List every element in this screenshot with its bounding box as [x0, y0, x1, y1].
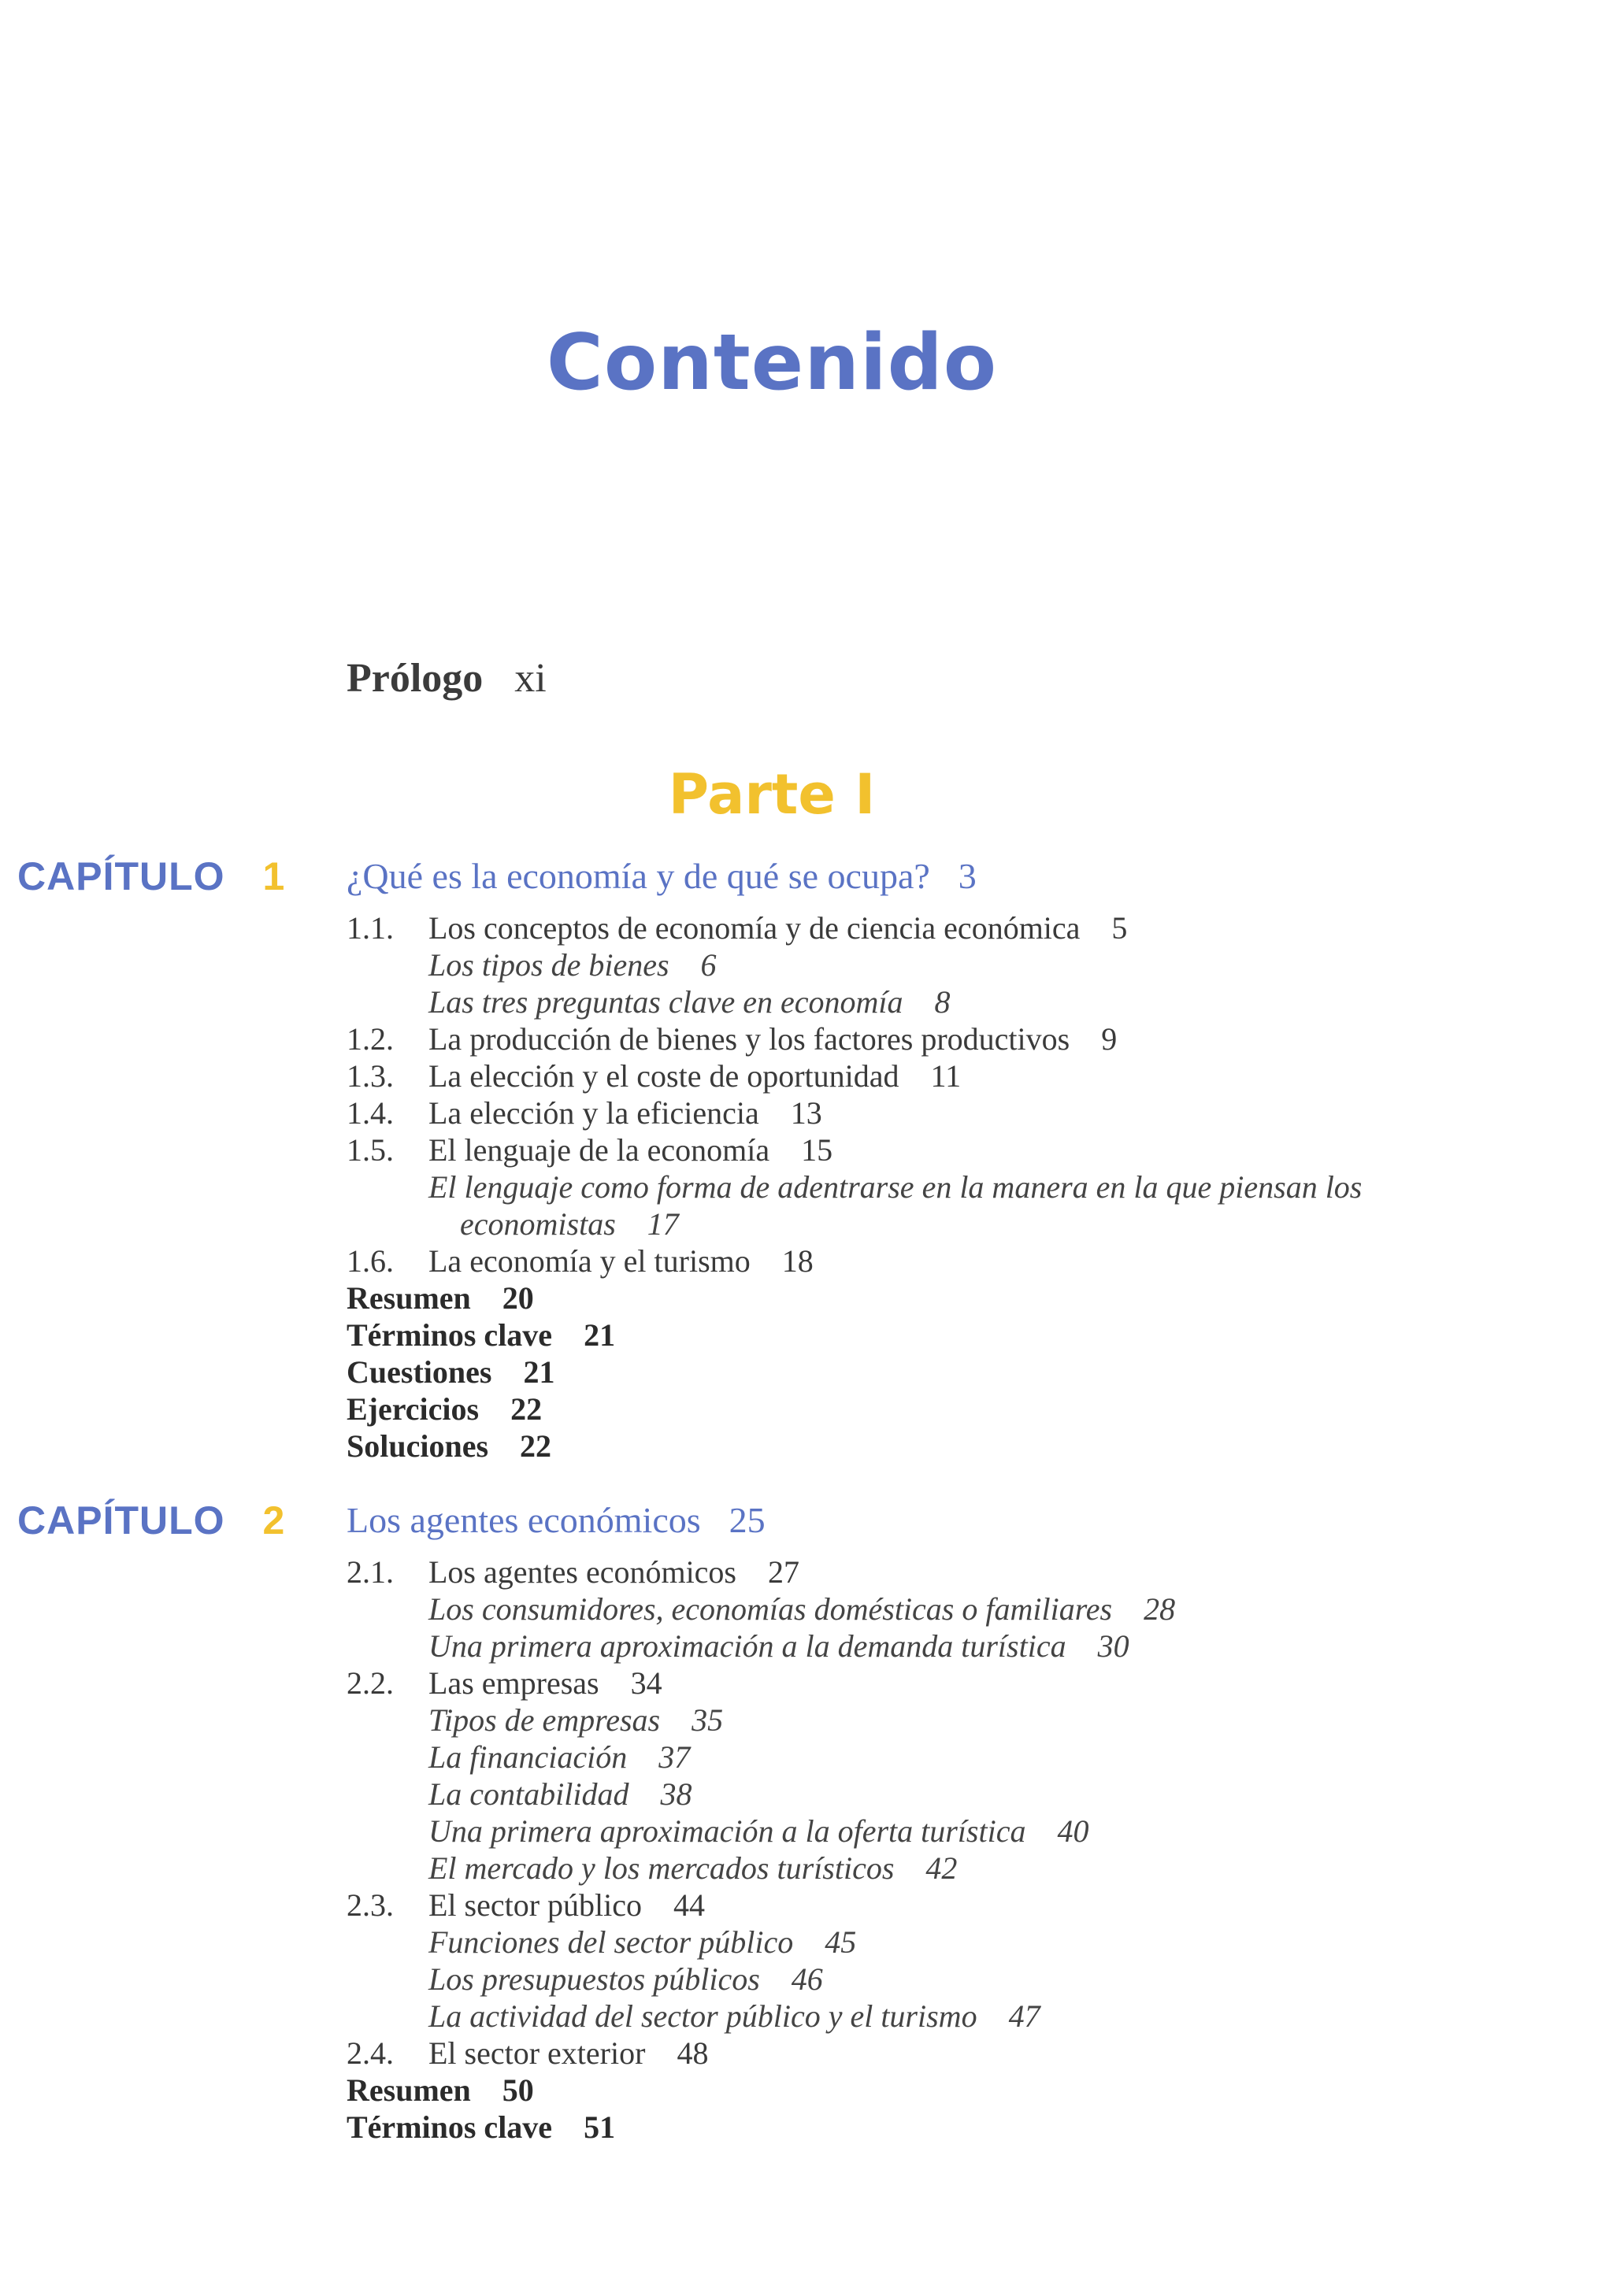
prologo-page: xi [514, 656, 547, 701]
toc-entry[interactable]: 2.1. Los agentes económicos 27 [347, 1554, 799, 1590]
toc-subentry[interactable]: La contabilidad 38 [428, 1776, 692, 1812]
toc-subentry[interactable]: El mercado y los mercados turísticos 42 [428, 1850, 958, 1886]
chapter-1-title[interactable]: ¿Qué es la economía y de qué se ocupa? 3 [347, 856, 977, 896]
page-title: Contenido [546, 318, 998, 408]
chapter-2-toc [347, 1554, 1512, 2146]
toc-entry-cuestiones[interactable]: Cuestiones 21 [347, 1354, 555, 1390]
toc-subentry[interactable]: Las tres preguntas clave en economía 8 [428, 984, 951, 1020]
chapter-2-title[interactable]: Los agentes económicos 25 [347, 1500, 766, 1540]
chapter-1-page: 3 [958, 856, 977, 896]
toc-entry-terminos-clave[interactable]: Términos clave 51 [347, 2109, 616, 2145]
toc-entry-terminos-clave[interactable]: Términos clave 21 [347, 1317, 616, 1353]
toc-subentry[interactable]: Una primera aproximación a la oferta turística 40 [428, 1813, 1089, 1849]
toc-subentry[interactable]: Tipos de empresas 35 [428, 1702, 724, 1738]
toc-entry[interactable]: 1.5. El lenguaje de la economía 15 [347, 1132, 833, 1168]
chapter-2-label: CAPÍTULO 2 [17, 1498, 286, 1542]
toc-subentry[interactable]: Una primera aproximación a la demanda turística 30 [428, 1628, 1129, 1664]
prologo-label: Prólogo [347, 656, 484, 701]
toc-entry-resumen[interactable]: Resumen 20 [347, 1280, 534, 1316]
toc-subentry[interactable]: La financiación 37 [428, 1739, 691, 1775]
chapter-2-number: 2 [262, 1498, 286, 1542]
chapter-2-page: 25 [729, 1500, 766, 1540]
chapter-1-label: CAPÍTULO 1 [17, 854, 286, 898]
toc-entry[interactable]: 2.2. Las empresas 34 [347, 1665, 662, 1701]
toc-entry[interactable]: 2.3. El sector público 44 [347, 1887, 706, 1923]
toc-entry-soluciones[interactable]: Soluciones 22 [347, 1428, 552, 1464]
toc-entry[interactable]: 1.3. La elección y el coste de oportunidad 11 [347, 1058, 962, 1094]
toc-subentry[interactable]: Los tipos de bienes 6 [428, 947, 717, 983]
toc-subentry[interactable]: Los consumidores, economías domésticas o familiares 28 [428, 1591, 1176, 1627]
toc-entry-prologo[interactable] [347, 655, 547, 702]
toc-subentry[interactable]: Funciones del sector público 45 [428, 1924, 857, 1960]
toc-entry[interactable]: 1.2. La producción de bienes y los factores productivos 9 [347, 1021, 1118, 1057]
part-heading: Parte I [668, 762, 876, 827]
toc-subentry[interactable]: El lenguaje como forma de adentrarse en la manera en la que piensan los economistas 17 [428, 1169, 1363, 1242]
toc-entry-resumen[interactable]: Resumen 50 [347, 2072, 534, 2108]
toc-entry[interactable]: 1.4. La elección y la eficiencia 13 [347, 1095, 822, 1131]
chapter-1-toc [347, 909, 1512, 1465]
toc-entry[interactable]: 1.6. La economía y el turismo 18 [347, 1243, 814, 1279]
chapter-1-number: 1 [262, 854, 286, 898]
toc-subentry[interactable]: La actividad del sector público y el turismo 47 [428, 1998, 1040, 2034]
toc-entry[interactable]: 1.1. Los conceptos de economía y de ciencia económica 5 [347, 910, 1128, 946]
toc-subentry[interactable]: Los presupuestos públicos 46 [428, 1961, 823, 1997]
toc-entry-ejercicios[interactable]: Ejercicios 22 [347, 1391, 543, 1427]
toc-entry[interactable]: 2.4. El sector exterior 48 [347, 2035, 709, 2071]
